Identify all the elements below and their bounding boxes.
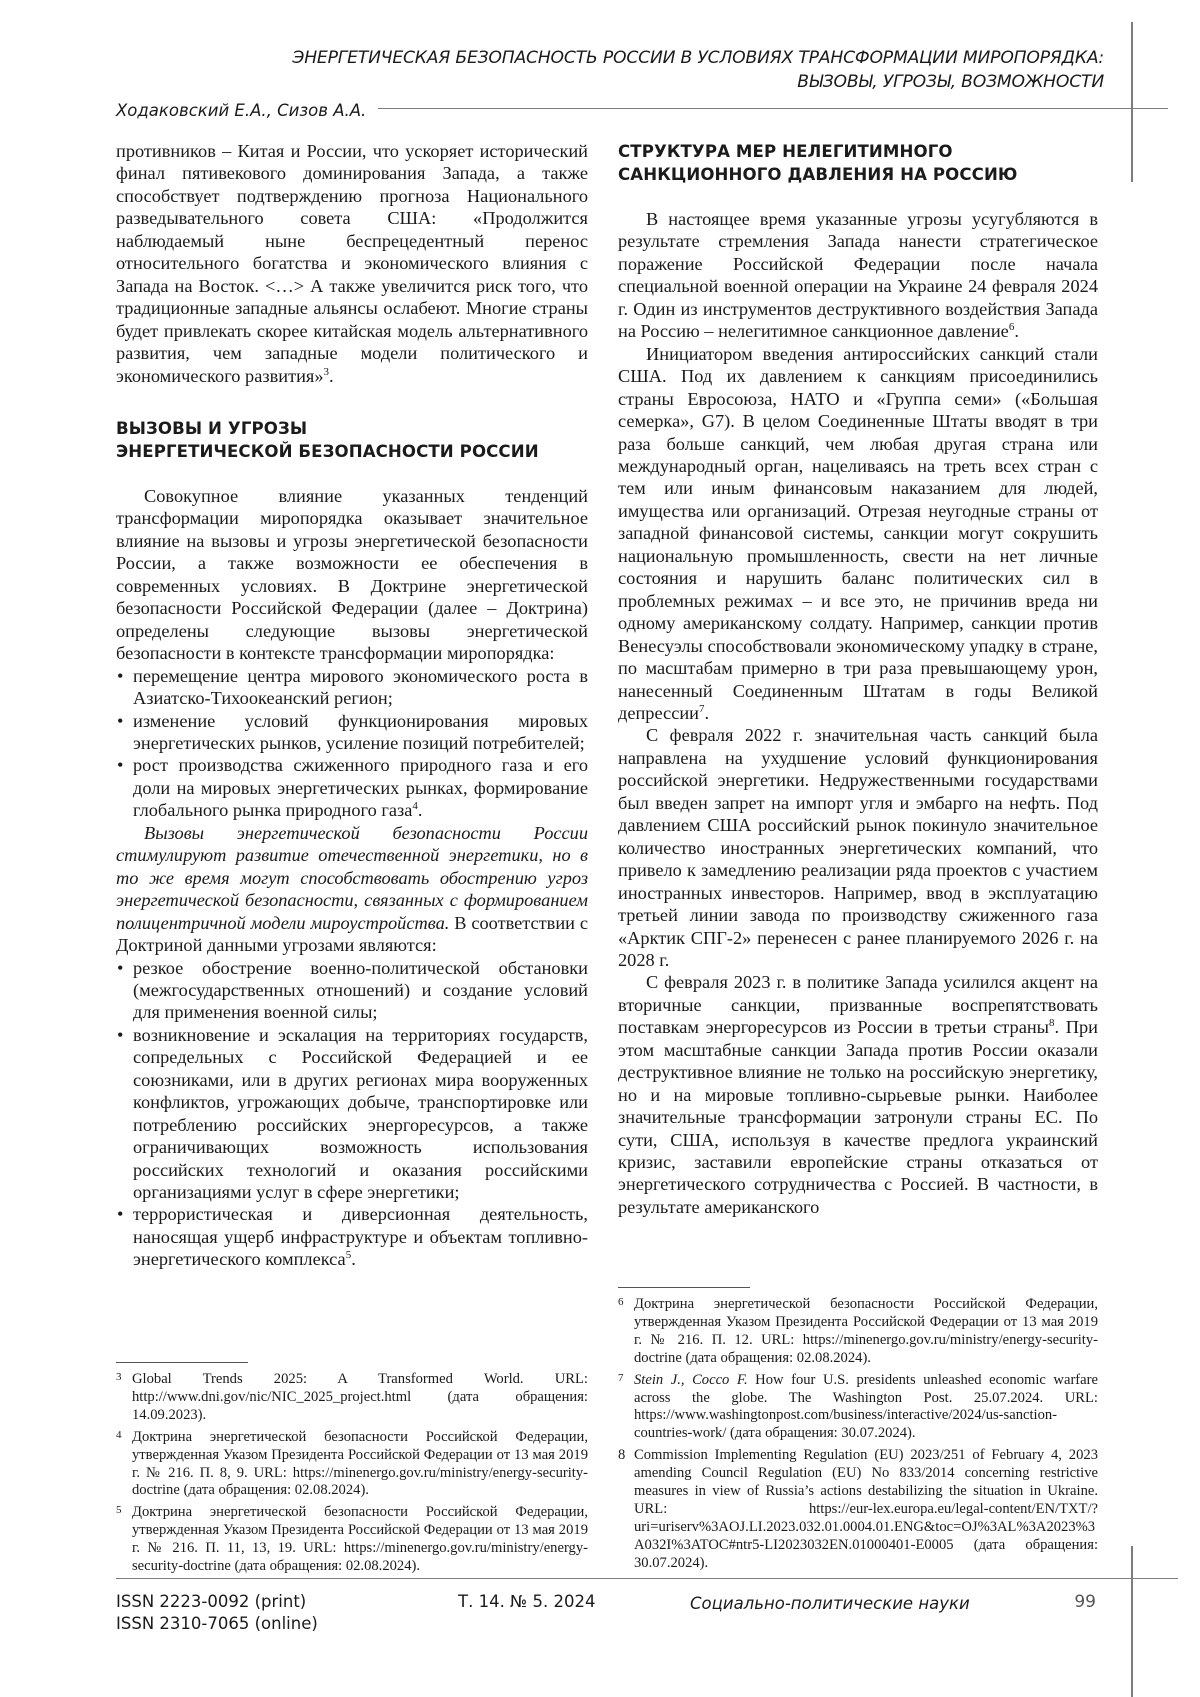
list-item: • возникновение и эскалация на территориях государств, сопредельных с Российской Федерацией и ее союзниками, или в других регионах мира вооруженных конфликтов, угрожающих добыче, транспортировке или потреблению российских энергоресурсов, а также ограничивающих возможность использования российских технологий и оказания российскими организациями услуг в сфере энергетики; [116, 1024, 588, 1204]
footnote-3 [116, 1371, 588, 1425]
paragraph-influence: Совокупное влияние указанных тенденций трансформации миропорядка оказывает значительное влияние на вызовы и угрозы энергетической безопасности России, а также возможности ее обеспечения в современных условиях. В Доктрине энергетической безопасности Российской Федерации (далее – Доктрина) определены следующие вызовы энергетической безопасности в контексте трансформации миропорядка: [116, 485, 588, 664]
continuation-text: противников – Китая и России, что ускоряет исторический финал пятивекового доминирования Запада, а также способствует подтверждению прогноза Национального разведывательного совета США: «Продолжится наблюдаемый ныне беспрецедентный перенос относительного богатства и экономического влияния с Запада на Восток. <…> А также увеличится риск того, что традиционные западные альянсы ослабеют. Многие страны будет привлекать скорее китайская модель альтернативного развития, чем западные модели политического и экономического развития» [116, 141, 588, 386]
authors: Ходаковский Е.А., Сизов А.А. [116, 101, 367, 120]
footnote-text: Global Trends 2025: A Transformed World. URL: http://www.dni.gov/nic/NIC_2025_project.html (дата обращения: 14.09.2023). [132, 1371, 588, 1423]
issn-block [116, 1591, 318, 1635]
issn-online: ISSN 2310-7065 (online) [116, 1614, 318, 1633]
journal-name: Социально-политические науки [690, 1594, 970, 1613]
footnote-ref-6[interactable]: 6 [1008, 321, 1015, 334]
threats-list [116, 957, 588, 1271]
page-number: 99 [1074, 1592, 1096, 1612]
footnote-number: 5 [116, 1504, 122, 1517]
header-horizontal-rule [378, 108, 1168, 109]
footnote-text: Доктрина энергетической безопасности Российской Федерации, утвержденная Указом Президента Российской Федерации от 13 мая 2019 г. № 216. П. 8, 9. URL: https://minenergo.gov.ru/ministry/energy-security-doctrine (дата обращения: 02.08.2024). [132, 1428, 588, 1499]
footnote-4 [116, 1429, 588, 1501]
running-title [200, 46, 1104, 94]
issn-print: ISSN 2223-0092 (print) [116, 1592, 307, 1611]
footnote-text: Доктрина энергетической безопасности Российской Федерации, утвержденная Указом Президента Российской Федерации от 13 мая 2019 г. № 216. П. 11, 13, 19. URL: https://minenergo.gov.ru/ministry/energy-security-doctrine (дата обращения: 02.08.2024). [132, 1504, 588, 1575]
paragraph-threats-aggravation: В настоящее время указанные угрозы усугубляются в результате стремления Запада нанести стратегическое поражение Российской Федерации после начала специальной военной операции на Украине 24 февраля 2024 г. Один из инструментов деструктивного воздействия Запада на Россию – нелегитимное санкционное давление$^6$. [618, 209, 1098, 342]
footnote-separator [618, 1287, 750, 1288]
footnote-text: How four U.S. presidents unleashed economic warfare across the globe. The Washington Post. 25.07.2024. URL: https://www.washingtonpost.com/business/interactive/2024/us-sanction-countries-work/ (дата обращения: 30.07.2024). [634, 1371, 1098, 1442]
footnote-number: 7 [618, 1371, 624, 1384]
header-vertical-rule [1131, 22, 1133, 182]
section-title-line: САНКЦИОННОГО ДАВЛЕНИЯ НА РОССИЮ [618, 165, 1018, 184]
list-item: • изменение условий функционирования мировых энергетических рынков, усиление позиций потребителей; [116, 710, 588, 755]
right-column [618, 140, 1098, 1218]
left-column [116, 140, 588, 1271]
footnote-authors: Stein J., Cocco F. [634, 1371, 748, 1388]
emphasis-text: Вызовы энергетической безопасности России стимулируют развитие отечественной энергетики, но в то же время могут способствовать обострению угроз энергетической безопасности, связанных с формированием полицентричной модели мироустройства. [116, 822, 588, 933]
list-item: • резкое обострение военно-политической обстановки (межгосударственных отношений) и создание условий для применения военной силы; [116, 957, 588, 1024]
footnote-ref-5[interactable]: 5 [345, 1249, 352, 1262]
footnote-6 [618, 1296, 1098, 1368]
footnote-ref-4[interactable]: 4 [412, 800, 418, 813]
paragraph-text: В соответствии с Доктриной данными угрозами являются: [116, 912, 588, 956]
list-item-text: террористическая и диверсионная деятельность, наносящая ущерб инфраструктуре и объектам топливно-энергетического комплекса [133, 1204, 588, 1270]
footnote-text: Доктрина энергетической безопасности Российской Федерации, утвержденная Указом Президента Российской Федерации от 13 мая 2019 г. № 216. П. 12. URL: https://minenergo.gov.ru/ministry/energy-security-doctrine (дата обращения: 02.08.2024). [634, 1296, 1098, 1366]
paragraph-text: С февраля 2023 г. в политике Запада усилился акцент на вторичные санкции, призванные воспрепятствовать поставкам энергоресурсов из России в третьи страны [618, 972, 1098, 1038]
list-item: • рост производства сжиженного природного газа и его доли на мировых энергетических рынках, формирование глобального рынка природного газа$^4$. [116, 754, 588, 821]
list-item: • террористическая и диверсионная деятельность, наносящая ущерб инфраструктуре и объектам топливно-энергетического комплекса$^5$. [116, 1203, 588, 1270]
volume-issue: Т. 14. № 5. 2024 [458, 1592, 596, 1611]
section-title-challenges [116, 417, 588, 463]
section-title-line: СТРУКТУРА МЕР НЕЛЕГИТИМНОГО [618, 142, 953, 161]
footnotes-right [618, 1287, 1098, 1577]
footnote-7 [618, 1372, 1098, 1444]
footer-vertical-rule [1131, 1546, 1133, 1697]
footnote-ref-3[interactable]: 3 [323, 365, 330, 378]
footnote-number: 8 [618, 1447, 626, 1464]
list-item: • перемещение центра мирового экономического роста в Азиатско-Тихоокеанский регион; [116, 665, 588, 710]
paragraph-2022-sanctions: С февраля 2022 г. значительная часть санкций была направлена на ухудшение условий функционирования российской энергетики. Недружественными государствами был введен запрет на импорт угля и эмбарго на нефть. Под давлением США российский рынок покинуло значительное количество иностранных энергетических компаний, что привело к замедлению реализации ряда проектов с участием иностранных инвесторов. Например, ввод в эксплуатацию третьей линии завода по производству сжиженного газа «Арктик СПГ-2» перенесен с ранее планируемого 2026 г. на 2028 г. [618, 725, 1098, 970]
paragraph-text: При этом масштабные санкции Запада против России оказали деструктивное влияние не только на российскую энергетику, но и на мировые топливно-сырьевые рынки. Наиболее значительные трансформации затронули страны ЕС. По сути, США, используя в качестве предлога украинский кризис, заставили европейские страны отказаться от энергетического сотрудничества с Россией. В частности, в результате американского [618, 1017, 1099, 1217]
footnote-8 [618, 1447, 1098, 1572]
footnote-number: 4 [116, 1428, 122, 1441]
paragraph-text: В настоящее время указанные угрозы усугубляются в результате стремления Запада нанести стратегическое поражение Российской Федерации после начала специальной военной операции на Украине 24 февраля 2024 г. Один из инструментов деструктивного воздействия Запада на Россию – нелегитимное санкционное давление [618, 209, 1098, 342]
list-item-text: рост производства сжиженного природного газа и его доли на мировых энергетических рынках, формирование глобального рынка природного газа [133, 755, 588, 821]
challenges-list [116, 665, 588, 822]
paragraph-text: Инициатором введения антироссийских санкций стали США. Под их давлением к санкциям присоединились страны Евросоюза, НАТО и «Группа семи» («Большая семерка», G7). В целом Соединенные Штаты вводят в три раза больше санкций, чем любая другая страна или международный орган, нацеливаясь на треть всех стран с тем или иным финансовым наказанием для людей, имущества или организаций. Отрезая неугодные страны от западной финансовой системы, санкции могут сокрушить национальную промышленность, свести на нет личные состояния и нарушить баланс политических сил в проблемных режимах – и все это, не причинив вреда ни одному американскому солдату. Например, санкции против Венесуэлы способствовали экономическому упадку в стране, по масштабам примерно в три раза превышающему урон, нанесенный Соединенным Штатам в годы Великой депрессии [618, 343, 1098, 723]
section-title-line: ЭНЕРГЕТИЧЕСКОЙ БЕЗОПАСНОСТИ РОССИИ [116, 441, 539, 461]
continuation-paragraph: противников – Китая и России, что ускоряет исторический финал пятивекового доминирования Запада, а также способствует подтверждению прогноза Национального разведывательного совета США: «Продолжится наблюдаемый ныне беспрецедентный перенос относительного богатства и экономического влияния с Запада на Восток. <…> А также увеличится риск того, что традиционные западные альянсы ослабеют. Многие страны будет привлекать скорее китайская модель альтернативного развития, чем западные модели политического и экономического развития»$^3$. [116, 141, 588, 386]
footnote-ref-8[interactable]: 8 [1048, 1017, 1055, 1030]
footnote-5 [116, 1504, 588, 1576]
footnote-text: Commission Implementing Regulation (EU) 2023/251 of February 4, 2023 amending Council Regulation (EU) No 833/2014 concerning restrictive measures in view of Russia’s actions destabilizing the situation in Ukraine. URL: https://eur-lex.europa.eu/legal-content/EN/TXT/?uri=uriserv%3AOJ.LI.2023.032.01.0004.01.ENG&toc=OJ%3AL%3A2023%3A032I%3ATOC#ntr5-LI2023032EN.01000401-E0005 (дата обращения: 30.07.2024). [634, 1447, 1098, 1571]
running-title-line1: ЭНЕРГЕТИЧЕСКАЯ БЕЗОПАСНОСТЬ РОССИИ В УСЛОВИЯХ ТРАНСФОРМАЦИИ МИРОПОРЯДКА: [292, 48, 1104, 68]
footnote-ref-7[interactable]: 7 [698, 702, 705, 715]
footnote-number: 3 [116, 1371, 122, 1383]
footnotes-left [116, 1362, 588, 1580]
section-title-sanctions [618, 140, 1098, 186]
section-title-line: ВЫЗОВЫ И УГРОЗЫ [116, 418, 308, 438]
paragraph-us-initiator: Инициатором введения антироссийских санкций стали США. Под их давлением к санкциям присоединились страны Евросоюза, НАТО и «Группа семи» («Большая семерка», G7). В целом Соединенные Штаты вводят в три раза больше санкций, чем любая другая страна или международный орган, нацеливаясь на треть всех стран с тем или иным финансовым наказанием для людей, имущества или организаций. Отрезая неугодные страны от западной финансовой системы, санкции могут сокрушить национальную промышленность, свести на нет личные состояния и нарушить баланс политических сил в проблемных режимах – и все это, не причинив вреда ни одному американскому солдату. Например, санкции против Венесуэлы способствовали экономическому упадку в стране, по масштабам примерно в три раза превышающему урон, нанесенный Соединенным Штатам в годы Великой депрессии$^7$. [618, 343, 1098, 723]
footnote-number: 6 [618, 1296, 624, 1308]
paragraph-2023-sanctions: С февраля 2023 г. в политике Запада усилился акцент на вторичные санкции, призванные воспрепятствовать поставкам энергоресурсов из России в третьи страны$^8$. При этом масштабные санкции Запада против России оказали деструктивное влияние не только на российскую энергетику, но и на мировые топливно-сырьевые рынки. Наиболее значительные трансформации затронули страны ЕС. По сути, США, используя в качестве предлога украинский кризис, заставили европейские страны отказаться от энергетического сотрудничества с Россией. В частности, в результате американского [618, 972, 1099, 1217]
running-title-line2: ВЫЗОВЫ, УГРОЗЫ, ВОЗМОЖНОСТИ [797, 72, 1104, 92]
paragraph-threats-intro [116, 822, 588, 957]
footnote-separator [116, 1362, 248, 1363]
